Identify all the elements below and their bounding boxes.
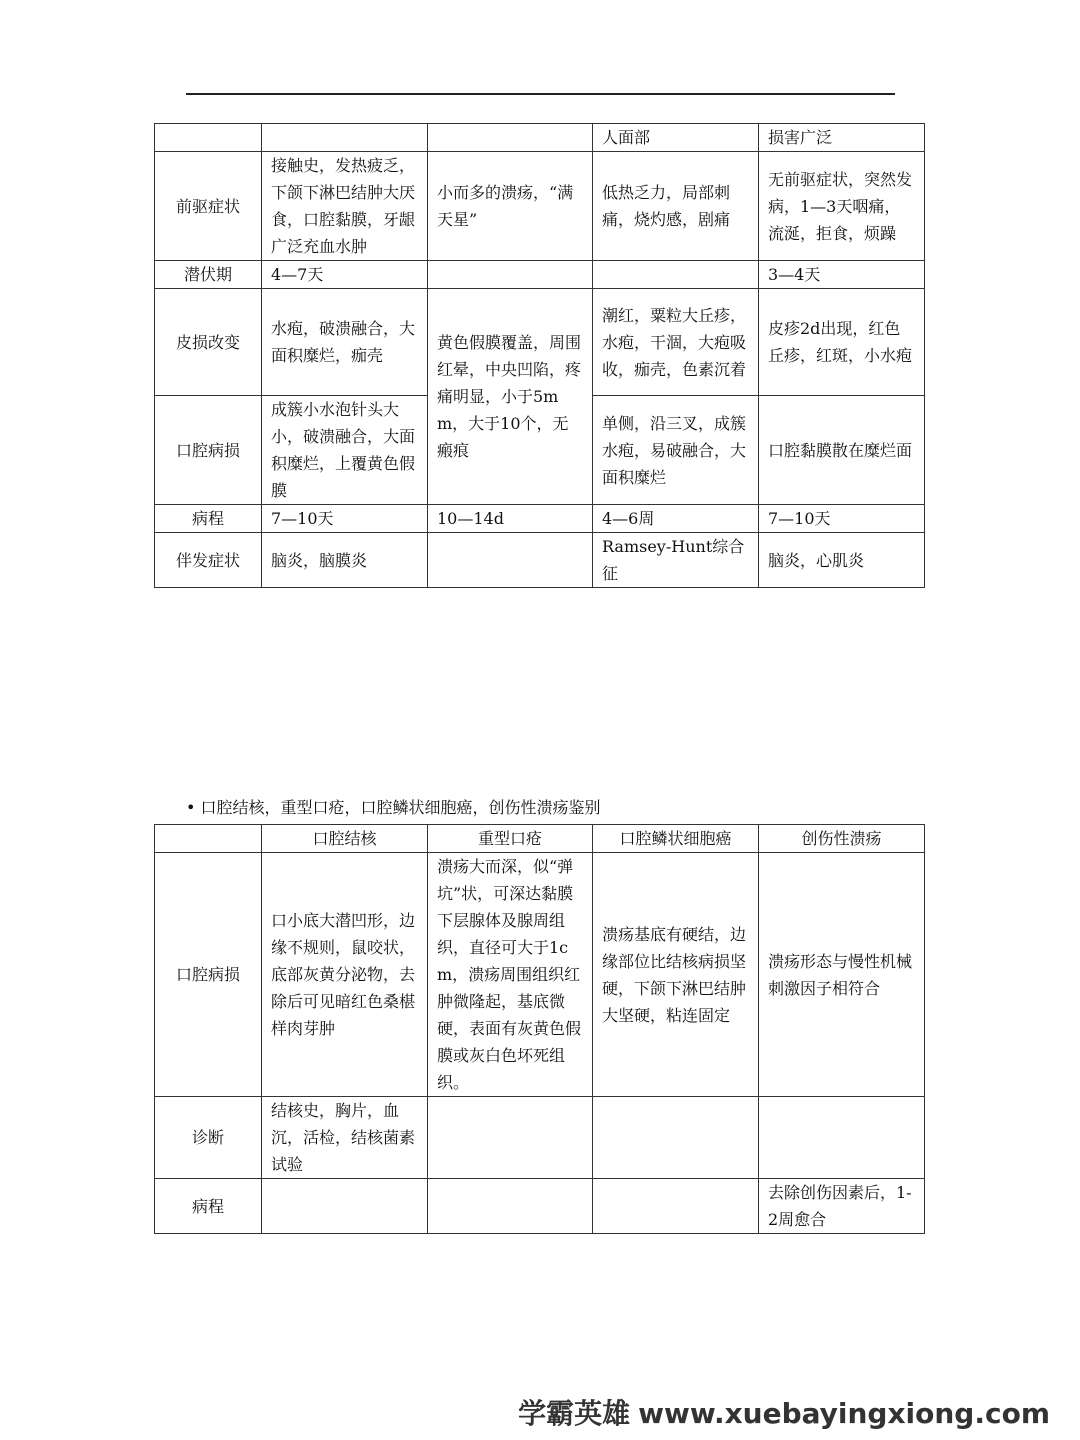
header-cell: 人面部 — [593, 124, 759, 152]
table-row — [155, 505, 925, 533]
table-cell: 水疱，破溃融合，大面积糜烂，痂壳 — [262, 289, 428, 396]
row-label: 皮损改变 — [155, 289, 262, 396]
table-cell — [428, 1097, 593, 1179]
table-cell — [262, 1179, 428, 1234]
comparison-table-ulcer — [154, 824, 925, 1234]
header-cell — [155, 825, 262, 853]
table-cell — [593, 261, 759, 289]
table-cell: Ramsey-Hunt综合征 — [593, 533, 759, 588]
header-rule — [186, 93, 895, 95]
table-cell: 脑炎，心肌炎 — [759, 533, 925, 588]
table-row — [155, 1097, 925, 1179]
footer-url[interactable]: www.xuebayingxiong.com — [638, 1397, 1050, 1430]
table-cell: 潮红，粟粒大丘疹，水疱，干涸，大疱吸收，痂壳，色素沉着 — [593, 289, 759, 396]
table-cell: 4—7天 — [262, 261, 428, 289]
row-label: 前驱症状 — [155, 152, 262, 261]
table-cell: 溃疡大而深，似“弹坑”状，可深达黏膜下层腺体及腺周组织，直径可大于1cm，溃疡周围组织红肿微隆起，基底微硬，表面有灰黄色假膜或灰白色坏死组织。 — [428, 853, 593, 1097]
table-cell — [428, 261, 593, 289]
table-cell: 溃疡形态与慢性机械刺激因子相符合 — [759, 853, 925, 1097]
table-row — [155, 1179, 925, 1234]
table-row — [155, 124, 925, 152]
table-cell — [428, 533, 593, 588]
row-label: 口腔病损 — [155, 853, 262, 1097]
table-cell: 皮疹2d出现，红色丘疹，红斑，小水疱 — [759, 289, 925, 396]
comparison-table-viral — [154, 123, 925, 588]
table-cell: 溃疡基底有硬结，边缘部位比结核病损坚硬，下颌下淋巴结肿大坚硬，粘连固定 — [593, 853, 759, 1097]
row-label: 病程 — [155, 505, 262, 533]
table-cell: 无前驱症状，突然发病，1—3天咽痛，流涎，拒食，烦躁 — [759, 152, 925, 261]
table-row — [155, 533, 925, 588]
table-cell: 7—10天 — [262, 505, 428, 533]
footer-brand: 学霸英雄 — [518, 1397, 631, 1430]
table-cell: 10—14d — [428, 505, 593, 533]
table-cell: 3—4天 — [759, 261, 925, 289]
header-cell: 口腔鳞状细胞癌 — [593, 825, 759, 853]
row-label: 病程 — [155, 1179, 262, 1234]
table-cell: 成簇小水泡针头大小，破溃融合，大面积糜烂，上覆黄色假膜 — [262, 396, 428, 505]
table-cell: 低热乏力，局部刺痛，烧灼感，剧痛 — [593, 152, 759, 261]
header-cell: 损害广泛 — [759, 124, 925, 152]
table-cell: 口腔黏膜散在糜烂面 — [759, 396, 925, 505]
row-label: 潜伏期 — [155, 261, 262, 289]
table-row — [155, 261, 925, 289]
section-title: • 口腔结核，重型口疮，口腔鳞状细胞癌，创伤性溃疡鉴别 — [186, 798, 601, 817]
header-cell — [428, 124, 593, 152]
table-row — [155, 825, 925, 853]
header-cell: 口腔结核 — [262, 825, 428, 853]
row-label: 伴发症状 — [155, 533, 262, 588]
header-cell: 创伤性溃疡 — [759, 825, 925, 853]
table-cell: 小而多的溃疡，“满天星” — [428, 152, 593, 261]
table-cell: 4—6周 — [593, 505, 759, 533]
table-cell — [759, 1097, 925, 1179]
footer-watermark — [518, 1392, 1058, 1432]
table-cell: 7—10天 — [759, 505, 925, 533]
table-cell: 去除创伤因素后，1-2周愈合 — [759, 1179, 925, 1234]
header-cell: 重型口疮 — [428, 825, 593, 853]
table-row — [155, 853, 925, 1097]
table-cell — [593, 1097, 759, 1179]
table-row — [155, 289, 925, 396]
table-cell: 口小底大潜凹形，边缘不规则，鼠咬状，底部灰黄分泌物，去除后可见暗红色桑椹样肉芽肿 — [262, 853, 428, 1097]
header-cell — [155, 124, 262, 152]
table-cell: 脑炎，脑膜炎 — [262, 533, 428, 588]
row-label: 口腔病损 — [155, 396, 262, 505]
table-cell: 黄色假膜覆盖，周围红晕，中央凹陷，疼痛明显，小于5mm，大于10个，无瘢痕 — [428, 289, 593, 505]
table-cell: 结核史，胸片，血沉，活检，结核菌素试验 — [262, 1097, 428, 1179]
table-row — [155, 152, 925, 261]
table-cell: 接触史，发热疲乏，下颌下淋巴结肿大厌食，口腔黏膜，牙龈广泛充血水肿 — [262, 152, 428, 261]
row-label: 诊断 — [155, 1097, 262, 1179]
header-cell — [262, 124, 428, 152]
table-cell: 单侧，沿三叉，成簇水疱，易破融合，大面积糜烂 — [593, 396, 759, 505]
table-cell — [593, 1179, 759, 1234]
table-cell — [428, 1179, 593, 1234]
